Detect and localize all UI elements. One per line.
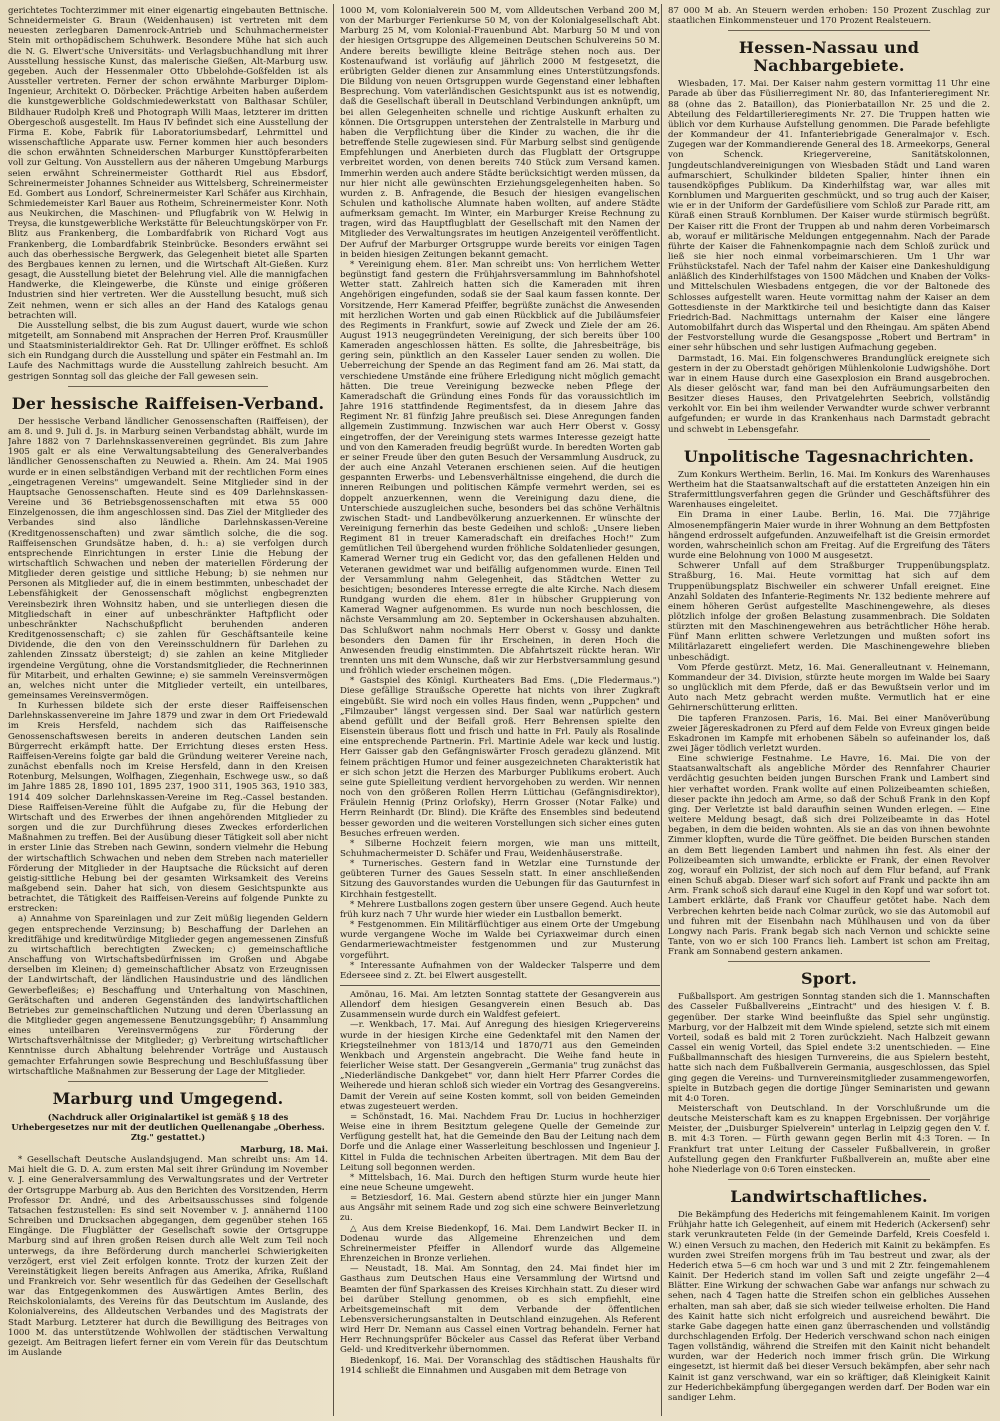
article-raiffeisen-p1: Der hessische Verband ländlicher Genossenschaften (Raiffeisen), der am 8. und 9. Juli d. Js. in Marburg seinen Verbandstag abhält, wurde im Jahre 1882 von 7 Darlehnskassenvereinen gegründet. Bis zum Jahre 1905 galt er als eine Verwaltungsabteilung des Generalverbandes ländlicher Genossenschaften zu Neuwied a. Rhein. Am 24. Mai 1905 wurde er in einen selbständigen Verband mit der rechtlichen Form eines „eingetragenen Vereins" umgewandelt. Seine Mitglieder sind in der Hauptsache Genossenschaften. Heute sind es 409 Darlehnskassen-Vereine und 36 Betriebsgenossenschaften mit etwa 55 000 Einzelgenossen, die ihm angeschlossen sind. Das Ziel der Mitglieder des Verbandes sind also ländliche Darlehnskassen-Vereine (Kreditgenossenschaften) und zwar sämtlich solche, die die sog. Raiffeisenschen Grundsätze haben, d. h.: a) sie verfolgen durch entsprechende Einrichtungen in erster Linie die Hebung der wirtschaftlich Schwachen und neben der materiellen Förderung der Mitglieder deren geistige und sittliche Hebung; b) sie nehmen nur Personen als Mitglieder auf, die in einem bestimmten, unbeschadet der Lebensfähigkeit der Genossenschaft möglichst engbegrenzten Vereinsbezirk ihren Wohnsitz haben, und sie unterliegen diesen die Mitgliedschaft in einer auf unbeschränkter Haftpflicht oder unbeschränkter Nachschußpflicht beruhenden anderen Kreditgenossenschaft; c) sie zahlen für Geschäftsanteile keine Dividende, die den von den Vereinsschuldnern für Darlehen zu zahlenden Zinssatz übersteigt; d) sie zahlen an keine Mitglieder irgendeine Vergütung, ohne die Vorstandsmitglieder, die Rechnerinnen für Mitarbeit, und erhalten Gewinne; e) sie sammeln Vereinsvermögen an, welches nicht unter die Mitglieder verteilt, ein unteilbares, gemeinsames Vereinsvermögen. xyxy=(8,416,328,701)
column-middle xyxy=(340,6,660,1414)
article-turnerisches: * Turnerisches. Gestern fand in Wetzlar eine Turnstunde der geübteren Turner des Gaues Sesseln statt. In einer anschließenden Sitzung des Gauvorstandes wurden die Uebungen für das Gauturnfest in Kirchhain festgestellt. xyxy=(340,859,660,900)
article-auslandsjugend: * Gesellschaft Deutsche Auslandsjugend. Man schreibt uns: Am 14. Mai hielt die G. D. A. zum ersten Mal seit ihrer Gründung im November v. J. eine Generalversammlung des Verwaltungsrates und der Vertreter der Ortsgruppe Marburg ab. Aus den Berichten des Vorsitzenden, Herrn Professor Dr. André, und des Arbeitsausschusses sind folgende Tatsachen festzustellen: Es sind seit November v. J. annähernd 1100 Schreiben und Drucksachen abgegangen, dem gegenüber stehen 165 Eingänge. Die Flugblätter der Gesellschaft sowie der Ortsgruppe Marburg sind auf ihren großen Reisen durch alle Welt zum Teil noch unterwegs, da ihre Beförderung durch mancherlei Schwierigkeiten verzögert, erst viel Zeit erfolgen konnte. Trotz der kurzen Zeit der Vereinstätigkeit liegen bereits Anfragen aus Amerika, Afrika, Rußland und Frankreich vor. Sehr wesentlich für das Gedeihen der Gesellschaft war das Entgegenkommen des Auswärtigen Amtes Berlin, des Reichskolonialamts, des Vereins für das Deutschtum im Auslande, des Kolonialvereins, des Alldeutschen Verbandes und des Magistrats der Stadt Marburg. Letzterer hat durch die Bewilligung des Beitrages von 1000 M. das unterstützende Wohlwollen der städtischen Verwaltung gezeigt. Am Beitragen liefert ferner ein vom Verein für das Deutschtum im Auslande xyxy=(8,1155,328,1359)
reprint-notice: (Nachdruck aller Originalartikel ist gemäß § 18 des Urhebergesetzes nur mit der deutlichen Quellenangabe „Oberhess. Ztg." gestattet.) xyxy=(11,1111,325,1142)
article-le-havre: Eine schwierige Festnahme. Le Havre, 16. Mai. Die von der Staatsanwaltschaft als angebliche Mörder des Rennfahrer Chaurier verdächtig gesuchten beiden jungen Burschen Frank und Lambert sind hier verhaftet worden. Frank wollte auf einen Polizeibeamten schießen, dieser packte ihn jedoch am Arme, so daß der Schuß Frank in den Kopf ging. Der Verletzte ist bald daraufhin seinen Wunden erlegen. — Eine weitere Meldung besagt, daß sich drei Polizeibeamte in das Hotel begaben, in dem die beiden wohnten. Als sie an das von ihnen bewohnte Zimmer klopften, wurde die Türe geöffnet. Die beiden Burschen standen an dem Bett liegenden Lambert und nahmen ihn fest. Als einer der Polizeibeamten sich umwandte, erblickte er Frank, der einen Revolver zog, worauf ein Polizist, der sich noch auf dem Flur befand, auf Frank einen Schuß abgab. Dieser warf sich sofort auf Frank und packte ihn am Arm. Frank schoß sich darauf eine Kugel in den Kopf und war sofort tot. Lambert erklärte, daß Frank vor Chauffeur getötet habe. Nach dem Verbrechen kehrten beide nach Colmar zurück, wo sie das Automobil auf und fuhren mit der Eisenbahn nach Mühlhausen und von da über Longwy nach Paris. Frank begab sich nach Vernon und schickte seine Tante, von wo er sich 100 Francs lieh. Lambert ist schon am Freitag, Frank am Sonnabend gestern ankamen. xyxy=(668,754,990,958)
article-auslandsjugend-continued: 1000 M, vom Kolonialverein 500 M, vom Alldeutschen Verband 200 M, von der Marburger Ferienkurse 50 M, von der Kolonialgesellschaft Abt. Marburg 25 M, vom Kolonial-Frauenbund Abt. Marburg 50 M und von der hiesigen Ortsgruppe des Allgemeinen Deutschen Schulvereins 50 M. Andere bereits bewilligte kleine Beiträge stehen noch aus. Der Kostenaufwand ist vorläufig auf jährlich 2000 M festgesetzt, die erübrigten Gelder dienen zur Ansammlung eines Unterstützungsfonds. Die Bildung von neuen Ortsgruppen wurde Gegenstand einer lebhaften Besprechung. Vom vaterländischen Gesichtspunkt aus ist es notwendig, daß die Gesellschaft überall in Deutschland Verbindungen anknüpft, um bei allen Gelegenheiten schnelle und richtige Auskunft erhalten zu können. Die Ortsgruppen unterstehen der Zentralstelle in Marburg und haben die Verpflichtung über die Kinder zu wachen, die ihr die betreffende Stelle zugewiesen sind. Für Marburg selbst sind genügende Empfehlungen und Anerbieten durch das Flugblatt der Ortsgruppe verbreitet worden, von denen bereits 740 Stück zum Versand kamen. Immerhin werden auch andere Städte berücksichtigt werden müssen, da nur hier nicht alle gewünschten Erziehungsgelegenheiten haben. So wurden z. B. Anfragende, die Besuch der hiesigen evangelischen Schulen und katholische Alumnate haben wollten, auf andere Städte aufmerksam gemacht. Im Winter, ein Marburger Kreise Rechnung zu tragen, wird das Hauptflugblatt der Gesellschaft mit den Namen der Mitglieder des Verwaltungsrates im heutigen Anzeigenteil veröffentlicht. Der Aufruf der Marburger Ortsgruppe wurde bereits vor einigen Tagen in beiden hiesigen Zeitungen bekannt gemacht. xyxy=(340,6,660,260)
article-exhibition-continued: gerichtetes Tochterzimmer mit einer eigenartig eingebauten Bettnische. Schneidermeister G. Braun (Weidenhausen) ist vertreten mit dem neuesten zerlegbaren Damenrock-Antrieb und Schuhmachermeister Stein mit orthopädischem Schuhwerk. Besondere Mühe hat sich auch die N. G. Elwert'sche Universitäts- und Verlagsbuchhandlung mit ihrer Ausstellung hessische Kunst, das malerische Gießen, Alt-Marburg usw. gegeben. Auch der Hessenmaler Otto Ubbelohde-Goßfelden ist als Aussteller vertreten. Ferner der schon erwähnte Marburger Diplom-Ingenieur, Architekt O. Dörbecker. Prächtige Arbeiten haben außerdem die kunstgewerbliche Goldschmiedewerkstatt von Balthasar Schüler, Bildhauer Rudolph Kreß und Photograph Willi Maas, letzterer im dritten Obergeschoß ausgestellt. Im Haus IV befindet sich eine Ausstellung der Firma E. Kobe, Fabrik für Laboratoriumsbedarf, Lehrmittel und wissenschaftliche Apparate usw. Ferner kommen hier auch besonders die schon erwähnten Schneiderschen Marburger Kunsttöpferarbeiten voll zur Geltung. Von Ausstellern aus der näheren Umgebung Marburgs seien erwähnt Schreinermeister Gotthardt Riel aus Ebsdorf, Schreinermeister Johannes Schneider aus Wittelsberg, Schreinermeister Ed. Gombert aus Londorf, Schreinermeister Karl Schäfer aus Kirchhain, Schmiedemeister Karl Bauer aus Rotheim, Schreinermeister Konr. Noth aus Neukirchen, die Maschinen- und Pflugfabrik von W. Helwig in Treysa, die kunstgewerbliche Werkstätte für Beleuchtungskörper von Fr. Blitz aus Frankenberg, die Lombardfabrik von Richard Vogt aus Frankenberg, die Lombardfabrik Steinbrücke. Besonders erwähnt sei auch das oberhessische Bergwerk, das Gelegenheit bietet alle Sparten des Bergbaues kennen zu lernen, und die Wirtschaft Alt-Gießen. Kurz gesagt, die Ausstellung bietet der Belehrung viel. Alle die mannigfachen Handwerke, die Kleingewerbe, die Künste und einige größeren Industrien sind hier vertreten. Wer die Ausstellung besucht, muß sich Zeit nehmen, wenn er sich alles an der Hand des Katalogs genau betrachten will. xyxy=(8,6,328,321)
headline-sport: Sport. xyxy=(800,969,857,989)
headline-landwirtschaft: Landwirtschaftliches. xyxy=(730,1187,928,1207)
article-raiffeisen-p2: In Kurhessen bildete sich der erste dieser Raiffeisenschen Darlehnskassenvereine im Jahre 1879 und zwar in dem Ort Friedewald im Kreis Hersfeld, nachdem sich das Raiffeisensche Genossenschaftswesen bereits in anderen deutschen Landen sein Bürgerrecht erkämpft hatte. Der Errichtung dieses ersten Hess. Raiffeisen-Vereins folgte gar bald die Gründung weiterer Vereine nach, zunächst ebenfalls noch im Kreise Hersfeld, dann in den Kreisen Rotenburg, Melsungen, Wolfhagen, Ziegenhain, Eschwege usw., so daß im Jahre 1885 28, 1890 101, 1895 237, 1900 311, 1905 363, 1910 383, 1914 409 solcher Darlehnskassen-Vereine im Reg.-Cassel bestanden. Diese Raiffeisen-Vereine fühlt die Aufgabe zu, für die Hebung der Wirtschaft und des Erwerbes der ihnen angehörenden Mitglieder zu sorgen und die zur Durchführung dieses Zweckes erforderlichen Maßnahmen zu treffen. Bei der Ausübung dieser Tätigkeit soll aber nicht in erster Linie das Streben nach Gewinn, sondern vielmehr die Hebung der wirtschaftlich Schwachen und neben dem Streben nach materieller Förderung der Mitglieder in der Hauptsache die Rücksicht auf deren geistig-sittliche Hebung bei der gesamten Wirksamkeit des Vereins maßgebend sein. Daher hat sich, von diesem Gesichtspunkte aus betrachtet, die Tätigkeit des Raiffeisen-Vereins auf folgende Punkte zu erstrecken: xyxy=(8,701,328,915)
article-festgenommen: * Festgenommen. Ein Militärflüchtiger aus einem Orte der Umgebung wurde vergangene Woche im Walde bei Cyriaxweimar durch einen Gendarmeriewachtmeister festgenommen und zur Musterung vorgeführt. xyxy=(340,920,660,961)
headline-hessen-nassau: Hessen-Nassau und Nachbargebiete. xyxy=(738,38,920,76)
article-neustadt: — Neustadt, 18. Mai. Am Sonntag, den 24. Mai findet hier im Gasthaus zum Deutschen Haus eine Versammlung der Wirtsnd und Beamten der fünf Sparkassen des Kreises Kirchhain statt. Zu dieser wird bei darüber Stellung genommen, ob es sich empfiehlt, eine Arbeitsgemeinschaft mit dem Verbande der öffentlichen Lebensversicherungsanstalten in Deutschland einzugehen. Als Referent wird Herr Dr. Nemann aus Cassel einen Vortrag behandeln. Ferner hat Herr Rechnungsprüfer Böckeler aus Cassel das Referat über Verband Geld- und Kreditverkehr übernommen. xyxy=(340,1264,660,1356)
headline-marburg: Marburg und Umgegend. xyxy=(52,1088,284,1108)
dateline: Marburg, 18. Mai. xyxy=(240,1144,328,1155)
article-biedenkopf-continued: 87 000 M ab. An Steuern werden erhoben: 150 Prozent Zuschlag zur staatlichen Einkommensteuer und 170 Prozent Realsteuern. xyxy=(668,6,990,27)
article-fledermaus: * Gastspiel des Königl. Kurtheaters Bad Ems. („Die Fledermaus.") Diese gefällige Straußsche Operette hat nichts von ihrer Zugkraft eingebüßt. Sie wird noch ein volles Haus finden, wenn „Puppchen" und „Filmzauber" längst vergessen sind. Der Saal war natürlich gestern abend gefüllt und der Beifall groß. Herr Behrensen spielte den Eisenstein überaus flott und frisch und hatte in Frl. Pauly als Rosalinde eine entsprechende Partnerin. Frl. Martinie Adele war keck und lustig. Herr Gaisser gab den Gefängniswärter Frosch geradezu glänzend. Mit feinem prächtigen Humor und feiner ausgezeichneten Charakteristik hat er sich schon jetzt die Herzen des Marburger Publikums erobert. Auch seine gute Spielleitung verdient hervorgehoben zu werden. Wir nennen noch von den größeren Rollen Herrn Lüttichau (Gefängnisdirektor), Fräulein Hennig (Prinz Orlofsky), Herrn Grosser (Notar Falke) und Herrn Reinhardt (Dr. Blind). Die Kräfte des Ensembles sind bedeutend besser geworden und die weiteren Vorstellungen sich sicher eines guten Besuches erfreuen werden. xyxy=(340,676,660,839)
column-divider xyxy=(661,4,662,1416)
article-meisterschaft: Meisterschaft von Deutschland. In der Vorschlußrunde um die deutsche Meisterschaft kam es zu knappen Ergebnissen. Der vorjährige Meister, der „Duisburger Spielverein" unterlag in Leipzig gegen den V. f. B. mit 4:3 Toren. — Fürth gewann gegen Berlin mit 4:3 Toren. — In Frankfurt trat unter Leitung der Casseler Fußballverein, in großer Aufstellung gegen den Frankfurter Fußballverein an, mußte aber eine hohe Niederlage von 0:6 Toren einstecken. xyxy=(668,1104,990,1175)
article-metz: Vom Pferde gestürzt. Metz, 16. Mai. Generalleutnant v. Heinemann, Kommandeur der 34. Division, stürzte heute morgen im Walde bei Saary so unglücklich mit dem Pferde, daß er das Bewußtsein verlor und im Auto nach Metz gebracht werden mußte. Vermutlich hat er eine Gehirnerschütterung erlitten. xyxy=(668,662,990,714)
headline-unpolitische: Unpolitische Tagesnachrichten. xyxy=(683,446,975,466)
article-81er: * Vereinigung ehem. 81er. Man schreibt uns: Von herrlichem Wetter begünstigt fand gestern die Frühjahrsversammlung im Bahnhofshotel Wetter statt. Zahlreich hatten sich die Kameraden mit ihren Angehörigen eingefunden, sodaß sie der Saal kaum fassen konnte. Der Vorsitzende, Herr Kamerad Pfeiffer, begrüßte zunächst die Anwesenden mit herzlichen Worten und gab einen Rückblick auf die Jubiläumsfeier des Regiments in Frankfurt, sowie auf Zweck und Ziele der am 26. August 1913 neugegründeten Vereinigung, der sich bereits über 100 Kameraden angeschlossen hätten. Es sollte, die Jahresbeiträge, bis gering sein, pünktlich an den Kasseler Lauer senden zu wollen. Die Ueberreichung der Spende an das Regiment fand am 26. Mai statt, da verschiedene Umstände eine frühere Erledigung nicht möglich gemacht hätten. Die treue Vereinigung bezwecke neben Pflege der Kameradschaft die Gründung eines Fonds für das voraussichtlich im Jahre 1916 stattfindende Regimentsfest, da in diesem Jahre das Regiment Nr. 81 fünfzig Jahre preußisch sei. Diese Anregungen fanden allgemein Zustimmung. Inzwischen war auch Herr Oberst v. Gossy eingetroffen, der der Vereinigung stets warmes Interesse gezeigt hatte und von den Kameraden freudig begrüßt wurde. In beredten Worten gab er seiner Freude über den guten Besuch der Versammlung Ausdruck, zu der auch eine Anzahl Veteranen erschienen seien. Auf die heutigen gespannten Erwerbs- und Lebensverhältnisse eingehend, die durch die inneren Reibungen und politischen Kämpfe vermehrt werden, sei es doppelt anzuerkennen, wenn die Vereinigung dazu diene, die Unterschiede auszugleichen suche, besonders bei das schöne Verhältnis zwischen Stadt- und Landbevölkerung anzuerkennen. Er wünschte der Vereinigung fernerhin das beste Gedeihen und schloß: „Unsere lieben Regiment 81 in treuer Kameradschaft ein dreifaches Hoch!" Zum gemütlichen Teil übergehend wurden fröhliche Soldatenlieder gesungen, Kamerad Werner trug ein Gedicht vor, das den gefallenen Helden und Veteranen gewidmet war und beifällig aufgenommen wurde. Einen Teil der Versammlung nahm Gelegenheit, das Städtchen Wetter zu besichtigen; besonderes Interesse erregte die alte Kirche. Nach diesem Rundgang wurden die ehem. 81er in hübscher Gruppierung von Kamerad Wagner aufgenommen. Es wurde nun noch beschlossen, die nächste Versammlung am 20. September in Ockershausen abzuhalten. Das Schlußwort nahm nochmals Herr Oberst v. Gossy und dankte besonders den Damen für ihr Erscheinen, in deren Hoch die Anwesenden freudig einstimmten. Die Abfahrtszeit rückte heran. Wir trennten uns mit dem Wunsche, daß wir zur Herbstversammlung gesund und fröhlich wieder erscheinen mögen. xyxy=(340,259,660,677)
article-strassburg: Schwerer Unfall auf dem Straßburger Truppenübungsplatz. Straßburg, 16. Mai. Heute vormittag hat sich auf dem Truppenübungsplatz Bischweiler ein schwerer Unfall ereignet. Eine Anzahl Soldaten des Infanterie-Regiments Nr. 132 bediente mehrere auf einem höheren Gerüst aufgestellte Maschinengewehre, als dieses plötzlich infolge der großen Belastung zusammenbrach. Die Soldaten stürzten mit den Maschinengewehren aus beträchtlicher Höhe herab. Fünf Mann erlitten schwere Verletzungen und mußten sofort ins Militärlazarett eingeliefert werden. Die Maschinengewehre blieben unbeschädigt. xyxy=(668,561,990,663)
column-left xyxy=(8,6,328,1414)
separator xyxy=(728,30,930,31)
article-biedenkopf: Biedenkopf, 16. Mai. Der Voranschlag des städtischen Haushalts für 1914 schließt die Einnahmen und Ausgaben mit dem Betrage von xyxy=(340,1355,660,1376)
article-mittelsbach: * Mittelsbach, 16. Mai. Durch den heftigen Sturm wurde heute hier eine neue Scheune umgeweht. xyxy=(340,1172,660,1193)
article-amoenau: Amönau, 16. Mai. Am letzten Sonntag stattete der Gesangverein aus Allendorf dem hiesigen Gesangverein einen Besuch ab. Das Zusammensein wurde durch ein Waldfest gefeiert. xyxy=(340,990,660,1021)
separator xyxy=(68,1081,268,1082)
article-exhibition-closing: Die Ausstellung selbst, die bis zum August dauert, wurde wie schon mitgeteilt, am Sonnabend mit Ansprachen der Herren Prof. Krausmüller und Staatsministerialdirektor Geh. Rat Dr. Ullinger eröffnet. Es schloß sich ein Rundgang durch die Ausstellung und später ein Festmahl an. Im Laufe des Nachmittags wurde die Ausstellung zahlreich besucht. Am gestrigen Sonntag soll das gleiche der Fall gewesen sein. xyxy=(8,320,328,382)
article-paris: Die tapferen Franzosen. Paris, 16. Mai. Bei einer Manöverübung zweier Jägereskadronen zu Pferd auf dem Felde von Evreux gingen beide Eskadronen im Kampfe mit erhobenen Säbeln so aufeinander los, daß zwei Jäger tödlich verletzt wurden. xyxy=(668,713,990,754)
article-silver-wedding: * Silberne Hochzeit feiern morgen, wie man uns mitteilt, Schuhmachermeister D. Schäfer und Frau, Weidenhäuserstraße. xyxy=(340,838,660,859)
article-talsperre: * Interessante Aufnahmen von der Waldecker Talsperre und dem Ederseee sind z. Zt. bei Elwert ausgestellt. xyxy=(340,960,660,981)
article-wiesbaden: Wiesbaden, 17. Mai. Der Kaiser nahm gestern vormittag 11 Uhr eine Parade ab über das Füsilierregiment Nr. 80, das Infanterieregiment Nr. 88 (ohne das 2. Bataillon), das Pionierbataillon Nr. 25 und die 2. Abteilung des Feldartillerieregiments Nr. 27. Die Truppen hatten wie üblich vor dem Kurhause Aufstellung genommen. Die Parade befehligte der Kommandeur der 41. Infanteriebrigade Generalmajor v. Esch. Zugegen war der Kommandierende General des 18. Armeekorps, General von Schenck. Kriegervereine, Sanitätskolonnen, Jungdeutschlandvereinigungen von Wiesbaden Städt und Land waren aufmarschiert, Schulkinder bildeten Spalier, hinter ihnen ein tausendköpfiges Publikum. Da Kinderhilfstag war, war alles mit Kornblumen und Margueriten geschmückt, und so trug auch der Kaiser, wie er in der Uniform der Gardefüsiliere vom Schloß zur Parade ritt, am Küraß einen Strauß Kornblumen. Der Kaiser wurde stürmisch begrüßt. Der Kaiser ritt die Front der Truppen ab und nahm deren Vorbeimarsch ab, worauf er militärische Meldungen entgegennahm. Nach der Parade führte der Kaiser die Fahnenkompagnie nach dem Schloß zurück und ließ sie hier noch einmal vorbeimarschieren. Um 1 Uhr war Frühstückstafel. Nach der Tafel nahm der Kaiser eine Dankeshuldigung anläßlich des Kinderhilfstages von 1500 Mädchen und Knaben der Volks- und Mittelschulen Wiesbadens entgegen, die vor der Baltonede des Schlosses aufgestellt waren. Heute vormittag nahm der Kaiser an dem Gottesdienste in der Marktkirche teil und besichtigte dann das Kaiser Friedrich-Bad. Nachmittags unternahm der Kaiser eine längere Automobilfahrt durch das Wispertal und den Rheingau. Am späten Abend der Festvorstellung wurde die Gesangsposse „Robert und Bertram" in einer sehr hübschen und sehr lustigen Aufmachung gegeben. xyxy=(668,79,990,354)
separator xyxy=(340,985,660,986)
column-right xyxy=(668,6,990,1414)
article-drama: Ein Drama in einer Laube. Berlin, 16. Mai. Die 77jährige Almosenempfängerin Maier wurde in ihrer Wohnung an dem Bettpfosten hängend erdrosselt aufgefunden. Anzuweifelhaft ist die Greisin ermordet worden, wahrscheinlich schon am Freitag. Auf die Ergreifung des Täters wurde eine Belohnung von 1000 M ausgesetzt. xyxy=(668,510,990,562)
article-wertheim: Zum Konkurs Wertheim. Berlin, 16. Mai. Im Konkurs des Warenhauses Wertheim hat die Staatsanwaltschaft auf die erstatteten Anzeigen hin ein Strafermittlungsverfahren gegen die Gründer und Geschäftsführer des Warenhauses eingeleitet. xyxy=(668,469,990,511)
article-hederich: Die Bekämpfung des Hederichs mit feingemahlenem Kainit. Im vorigen Frühjahr hatte ich Gelegenheit, auf einem mit Hederich (Ackersenf) sehr stark verunkrauteten Felde (in der Gemeinde Darfeld, Kreis Coesfeld i. W.) einen Versuch zu machen, den Hederich mit Kainit zu bekämpfen. Es wurden zwei Streifen morgens früh im Tau bestreut und zwar, als der Hederich etwa 5—6 cm hoch war und 3 und mit 2 Ztr. feingemahlenem Kainit. Der Hederich stand im vollen Saft und zeigte ungefähr 2—4 Blätter. Eine Wirkung der schwachen Gabe war anfangs nur schwach zu sehen, nach 4 Tagen hatte die Streifen schon ein gelbliches Aussehen erhalten, man sah aber, daß sie sich wieder teilweise erholten. Die Hand des Kainit hatte sich nicht erfolgreich und ausreichend bewährt. Die starke Gabe dagegen hatte einen ganz überraschenden und vollständig durchschlagenden Erfolg. Der Hederich verschwand schon nach einigen Tagen vollständig, während die Streifen mit den Kainit nicht behandelt wurden, war der Hederich noch immer frisch grün. Die Wirkung eingesetzt, ist hiermit daß bei dieser Versuch bekämpfen, aber sehr nach Kainit ist ganz verschwand, war ein so kräftiger, daß Kleinigkeit Kainit zur Hederichbekämpfung übergegangen werden darf. Der Boden war ein sandiger Lehm. xyxy=(668,1210,990,1403)
headline-raiffeisen: Der hessische Raiffeisen-Verband. xyxy=(11,393,325,413)
article-raiffeisen-p3: a) Annahme von Spareinlagen und zur Zeit müßig liegenden Geldern gegen entsprechende Verzinsung; b) Beschaffung der Darlehen an kreditfähige und kreditwürdige Mitglieder gegen angemessenen Zinsfuß zu wirtschaftlich berechtigten Zwecken; c) gemeinschaftliche Anschaffung von Wirtschaftsbedürfnissen im Großen und Abgabe derselben im Kleinen; d) gemeinschaftlicher Absatz von Erzeugnissen der Landwirtschaft, der ländlichen Hausindustrie und des ländlichen Gewerbefleißes; e) Beschaffung und Unterhaltung von Maschinen, Gerätschaften und anderen Gegenständen des landwirtschaftlichen Betriebes zur gemeinschaftlichen Nutzung und deren Überlassung an die Mitglieder gegen angemessene Benutzungsgebühr; f) Ansammlung eines unteilbaren Vereinsvermögens zur Förderung der Wirtschaftsverhältnisse der Mitglieder; g) Verbreitung wirtschaftlicher Kenntnisse durch Abhaltung belehrender Vorträge und Austausch gemachter Erfahrungen sowie Besprechung und Beschlußfassung über wirtschaftliche Maßnahmen zur Besserung der Lage der Mitglieder. xyxy=(8,914,328,1077)
separator xyxy=(728,439,930,440)
article-biedenkopf-kreis: △ Aus dem Kreise Biedenkopf, 16. Mai. Dem Landwirt Becker II. in Dodenau wurde das Allgemeine Ehrenzeichen und dem Schreinermeister Pfeiffer in Allendorf wurde das Allgemeine Ehrenzeichen in Bronze verliehen. xyxy=(340,1223,660,1265)
article-wenkbach: —r. Wenkbach, 17. Mai. Auf Anregung des hiesigen Kriegervereins wurde in der hiesigen Kirche eine Gedenktafel mit den Namen der Kriegsteilnehmer von 1813/14 und 1870/71 aus den Gemeinden Wenkbach und Argenstein angebracht. Die Weihe fand heute in feierlicher Weise statt. Der Gesangverein „Germania" trug zunächst das „Niederländische Dankgebet" vor, dann hielt Herr Pfarrer Cordes die Weiherede und hieran schloß sich wieder ein Vortrag des Gesangvereins. Damit der Verein auf seine Kosten kommt, soll von beiden Gemeinden etwas zugesteuert werden. xyxy=(340,1020,660,1112)
article-fussball: Fußballsport. Am gestrigen Sonntag standen sich die 1. Mannschaften des Casseler Fußballvereins „Eintracht" und des hiesigen V. f. B. gegenüber. Der starke Wind beeinflußte das Spiel sehr ungünstig. Marburg, vor der Halbzeit mit dem Winde spielend, setzte sich mit einem Vorteil, sodaß es bald mit 2 Toren zurückzieht. Nach Halbzeit gewann Cassel ein wenig Vorteil, das Spiel endete 3:2 unentschieden. — Eine Fußballmannschaft des hiesigen Turnvereins, die aus Spielern besteht, hatte sich nach dem Fußballverein Germania, ausgeschlossen, das Spiel ging gegen die Vereins- und Turnvereinsmitglieder zusammengeworfen, spielte in Butzbach gegen die dortige Jünger Seminaristen und gewann mit 4:0 Toren. xyxy=(668,992,990,1104)
separator xyxy=(728,1179,930,1180)
article-betziesdorf: = Betziesdorf, 16. Mai. Gestern abend stürzte hier ein junger Mann aus Angsähr mit seinem Rade und zog sich eine schwere Beinverletzung zu. xyxy=(340,1193,660,1224)
separator xyxy=(68,386,268,387)
article-darmstadt: Darmstadt, 16. Mai. Ein folgenschweres Brandunglück ereignete sich gestern in der zu Oberstadt gehörigen Mühlenkolonie Ludwigshöhe. Dort war in einem Hause durch eine Gasexplosion ein Brand ausgebrochen. Als dieser gelöscht war, fand man bei den Aufräumungsarbeiten den Besitzer dieses Hauses, den Privatgelehrten Seebrich, vollständig verkohlt vor. Ein bei ihm weilender Verwandter wurde schwer verbrannt aufgefunden; er wurde in das Krankenhaus nach Darmstadt gebracht und schwebt in Lebensgefahr. xyxy=(668,353,990,435)
article-lustballons: * Mehrere Lustballons zogen gestern über unsere Gegend. Auch heute früh kurz nach 7 Uhr wurde hier wieder ein Lustballon bemerkt. xyxy=(340,899,660,920)
column-divider xyxy=(333,4,334,1416)
separator xyxy=(728,961,930,962)
article-schoenstadt: = Schönstadt, 16. Mai. Nachdem Frau Dr. Lucius in hochherziger Weise eine in ihrem Besitztum gelegene Quelle der Gemeinde zur Verfügung gestellt hat, hat die Gemeinde den Bau der Leitung nach dem Dorfe und die Anlage einer Wasserleitung beschlossen und Ingenieur J. Kittel in Fulda die technischen Arbeiten übertragen. Mit dem Bau der Leitung soll begonnen werden. xyxy=(340,1111,660,1173)
